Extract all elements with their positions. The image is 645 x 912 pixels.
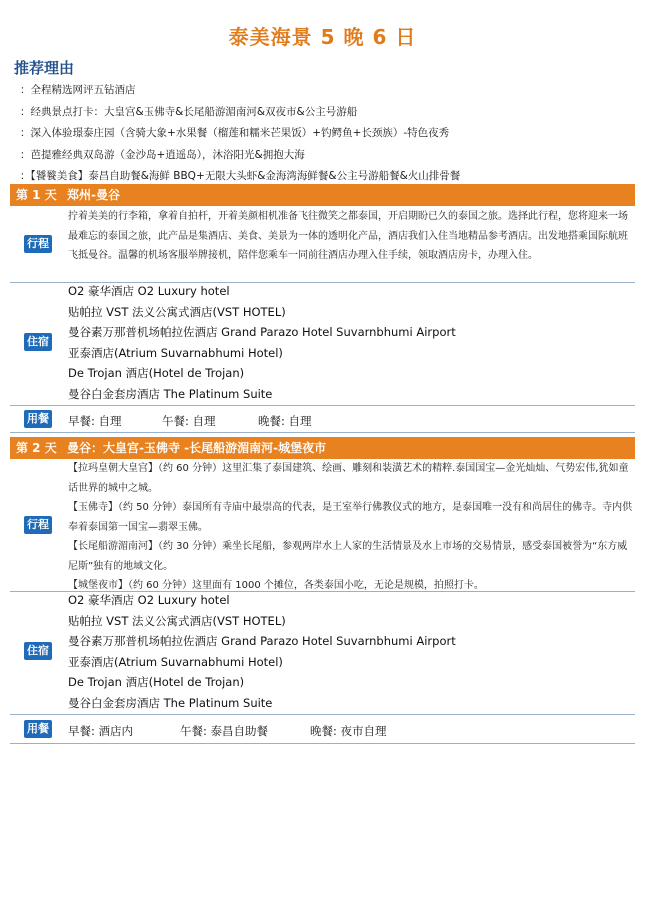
hotel-item: 曼谷白金套房酒店 The Platinum Suite: [68, 695, 273, 710]
itinerary-text: 拧着美美的行李箱，拿着自拍杆，开着美颜相机准备飞往微笑之都泰国，开启期盼已久的泰国之旅。选择此行程，您将迎来一场最难忘的泰国之旅，此产品是集酒店、美食、美景为一体的透明化产品，酒店我们入住当地精品参考酒店。出发地搭乘国际航班飞抵曼谷。温馨的机场客服举牌接机，陪伴您乘车一同前往酒店办理入住手续，领取酒店房卡，办理入住。: [68, 211, 628, 261]
dinner: 晚餐: 夜市自理: [310, 724, 387, 738]
reason-item: ：【饕餮美食】泰昌自助餐&海鲜 BBQ+无限大头虾&金海湾海鲜餐&公主号游船餐&火山排骨餐: [20, 170, 461, 182]
day-1-itinerary-row: [10, 206, 635, 283]
day-route: 曼谷：大皇宫-玉佛寺 -长尾船游湄南河-城堡夜市: [67, 441, 327, 455]
itinerary-tag: 行程: [24, 516, 52, 534]
day-route: 郑州-曼谷: [67, 188, 120, 202]
reason-item: ：深入体验璟泰庄园（含骑大象+水果餐（榴莲和糯米芒果饭）+钓鳄鱼+长颈族）-特色夜秀: [20, 127, 450, 139]
itinerary-list: [68, 459, 633, 596]
itinerary-item: 【长尾船游湄南河】（约 30 分钟）乘坐长尾船，参观两岸水上人家的生活情景及水上市场的交易情景，感受泰国被誉为“东方威尼斯”独有的地域文化。: [68, 541, 628, 572]
day-number: 第 2 天: [16, 441, 57, 455]
day-2-header: [10, 437, 635, 459]
reason-item: ：经典景点打卡：大皇宫&玉佛寺&长尾船游湄南河&双夜市&公主号游船: [20, 105, 358, 118]
hotel-tag: 住宿: [24, 642, 52, 660]
meal-tag: 用餐: [24, 720, 52, 738]
hotel-list: [68, 590, 456, 713]
hotel-tag: 住宿: [24, 333, 52, 351]
itinerary-item: 【玉佛寺】（约 50 分钟）泰国所有寺庙中最崇高的代表，是王室举行佛教仪式的地方，是泰国唯一没有和尚居住的佛寺。寺内供奉着泰国第一国宝—翡翠玉佛。: [68, 502, 633, 533]
hotel-item: 贴帕拉 VST 法义公寓式酒店(VST HOTEL): [68, 613, 286, 628]
reason-item: ：全程精选网评五钻酒店: [20, 84, 136, 96]
hotel-item: 曼谷素万那普机场帕拉佐酒店 Grand Parazo Hotel Suvarnbhumi Airport: [68, 325, 456, 339]
hotel-item: 亚泰酒店(Atrium Suvarnabhumi Hotel): [68, 654, 283, 669]
reason-item: ：芭提雅经典双岛游（金沙岛+逍遥岛），沐浴阳光&拥抱大海: [20, 148, 305, 161]
dinner: 晚餐: 自理: [258, 414, 312, 428]
section-title-reasons: 推荐理由: [14, 59, 75, 77]
day-number: 第 1 天: [16, 188, 57, 202]
hotel-list: [68, 281, 456, 404]
day-2-hotel-row: [10, 592, 635, 715]
day-1-header: [10, 184, 635, 206]
itinerary-item: 【拉玛皇朝大皇宫】（约 60 分钟）这里汇集了泰国建筑、绘画、雕刻和装潢艺术的精粹.泰国国宝—金光灿灿、气势宏伟,犹如童话世界的城中之城。: [68, 463, 629, 494]
hotel-item: 亚泰酒店(Atrium Suvarnabhumi Hotel): [68, 345, 283, 360]
page-title: 泰美海景 5 晚 6 日: [228, 25, 417, 49]
hotel-item: O2 豪华酒店 O2 Luxury hotel: [68, 593, 230, 607]
breakfast: 早餐: 酒店内: [68, 724, 134, 738]
hotel-item: De Trojan 酒店(Hotel de Trojan): [68, 366, 245, 380]
hotel-item: 曼谷白金套房酒店 The Platinum Suite: [68, 386, 273, 401]
hotel-item: De Trojan 酒店(Hotel de Trojan): [68, 675, 245, 689]
lunch: 午餐: 泰昌自助餐: [180, 724, 269, 738]
hotel-item: O2 豪华酒店 O2 Luxury hotel: [68, 284, 230, 298]
hotel-item: 贴帕拉 VST 法义公寓式酒店(VST HOTEL): [68, 304, 286, 319]
breakfast: 早餐: 自理: [68, 414, 122, 428]
itinerary-tag: 行程: [24, 235, 52, 253]
day-1-hotel-row: [10, 283, 635, 406]
hotel-item: 曼谷素万那普机场帕拉佐酒店 Grand Parazo Hotel Suvarnbhumi Airport: [68, 634, 456, 648]
day-2-meal-row: [10, 715, 635, 744]
reasons-list: [20, 80, 630, 188]
itinerary-item: 【城堡夜市】（约 60 分钟）这里面有 1000 个摊位，各类泰国小吃，无论是规模，拍照打卡。: [68, 580, 484, 591]
day-1-meal-row: [10, 406, 635, 433]
meal-tag: 用餐: [24, 410, 52, 428]
day-2-itinerary-row: [10, 459, 635, 592]
lunch: 午餐: 自理: [162, 414, 216, 428]
